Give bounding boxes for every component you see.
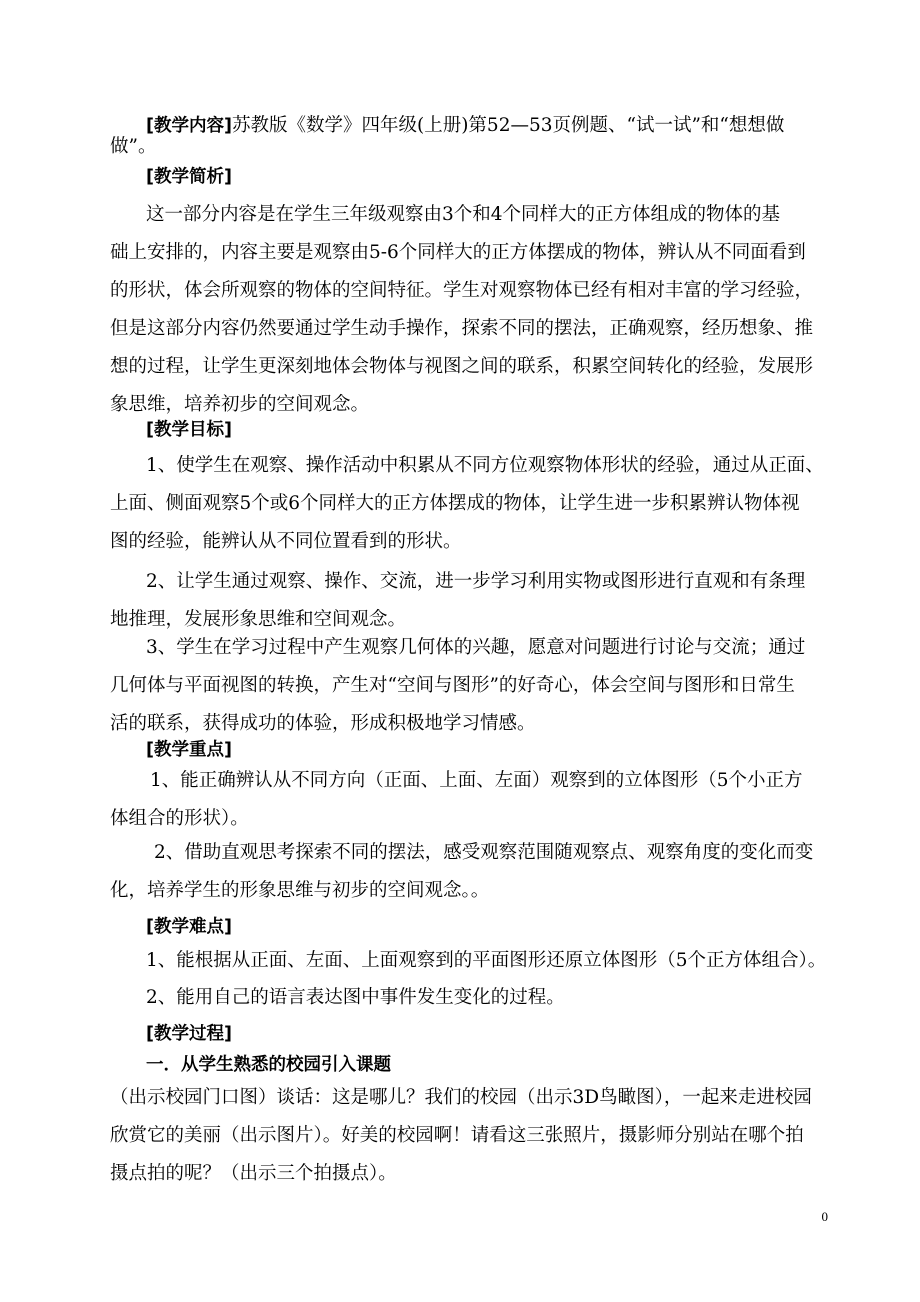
process-heading: [教学过程] <box>146 1024 232 1044</box>
goal-1: 1、使学生在观察、操作活动中积累从不同方位观察物体形状的经验，通过从正面、 上面、侧面观察5个或6个同样大的正方体摆成的物体，让学生进一步积累辨认物体视 图的经验，能辨认从不同位置看到的形状。 <box>110 455 824 552</box>
process-subheading: 一．从学生熟悉的校园引入课题 <box>146 1055 391 1075</box>
difficulty-2: 2、能用自己的语言表达图中事件发生变化的过程。 <box>146 987 565 1008</box>
goals-heading: [教学目标] <box>146 420 232 440</box>
content-line-1: [教学内容]苏教版《数学》四年级(上册)第52—53页例题、“试一试”和“想想做 <box>146 115 785 136</box>
difficulty-heading: [教学难点] <box>146 917 232 937</box>
key-1: 1、能正确辨认从不同方向（正面、上面、左面）观察到的立体图形（5个小正方 体组合的形状）。 <box>110 770 803 829</box>
goal-3: 3、学生在学习过程中产生观察几何体的兴趣，愿意对问题进行讨论与交流；通过 几何体与平面视图的转换，产生对“空间与图形”的好奇心，体会空间与图形和日常生 活的联系，获得成功的体验，形成积极地学习情感。 <box>110 637 806 734</box>
page-number: 0 <box>821 1209 828 1224</box>
difficulty-1: 1、能根据从正面、左面、上面观察到的平面图形还原立体图形（5个正方体组合）。 <box>146 950 827 971</box>
key-heading: [教学重点] <box>146 740 232 760</box>
analysis-heading: [教学简析] <box>146 167 232 187</box>
content-line-2: 做”。 <box>110 136 157 157</box>
process-paragraph: （出示校园门口图）谈话：这是哪儿？我们的校园（出示3D鸟瞰图），一起来走进校园 欣赏它的美丽（出示图片）。好美的校园啊！请看这三张照片，摄影师分别站在哪个拍 摄点拍的呢？（出示三个拍摄点）。 <box>110 1087 812 1184</box>
key-2: 2、借助直观思考探索不同的摆法，感受观察范围随观察点、观察角度的变化而变 化，培养学生的形象思维与初步的空间观念。。 <box>110 842 814 901</box>
content-label: [教学内容] <box>146 116 232 136</box>
analysis-paragraph: 这一部分内容是在学生三年级观察由3个和4个同样大的正方体组成的物体的基 础上安排的，内容主要是观察由5-6个同样大的正方体摆成的物体，辨认从不同面看到 的形状，体会所观察的物体的空间特征。学生对观察物体已经有相对丰富的学习经验， 但是这部分内容仍然要通过学生动手操作，探索不同的摆法，正确观察，经历想象、推 想的过程，让学生更深刻地体会物体与视图之间的联系，积累空间转化的经验，发展形 象思维，培养初步的空间观念。 <box>110 204 814 415</box>
goal-2: 2、让学生通过观察、操作、交流，进一步学习利用实物或图形进行直观和有条理 地推理，发展形象思维和空间观念。 <box>110 571 806 630</box>
